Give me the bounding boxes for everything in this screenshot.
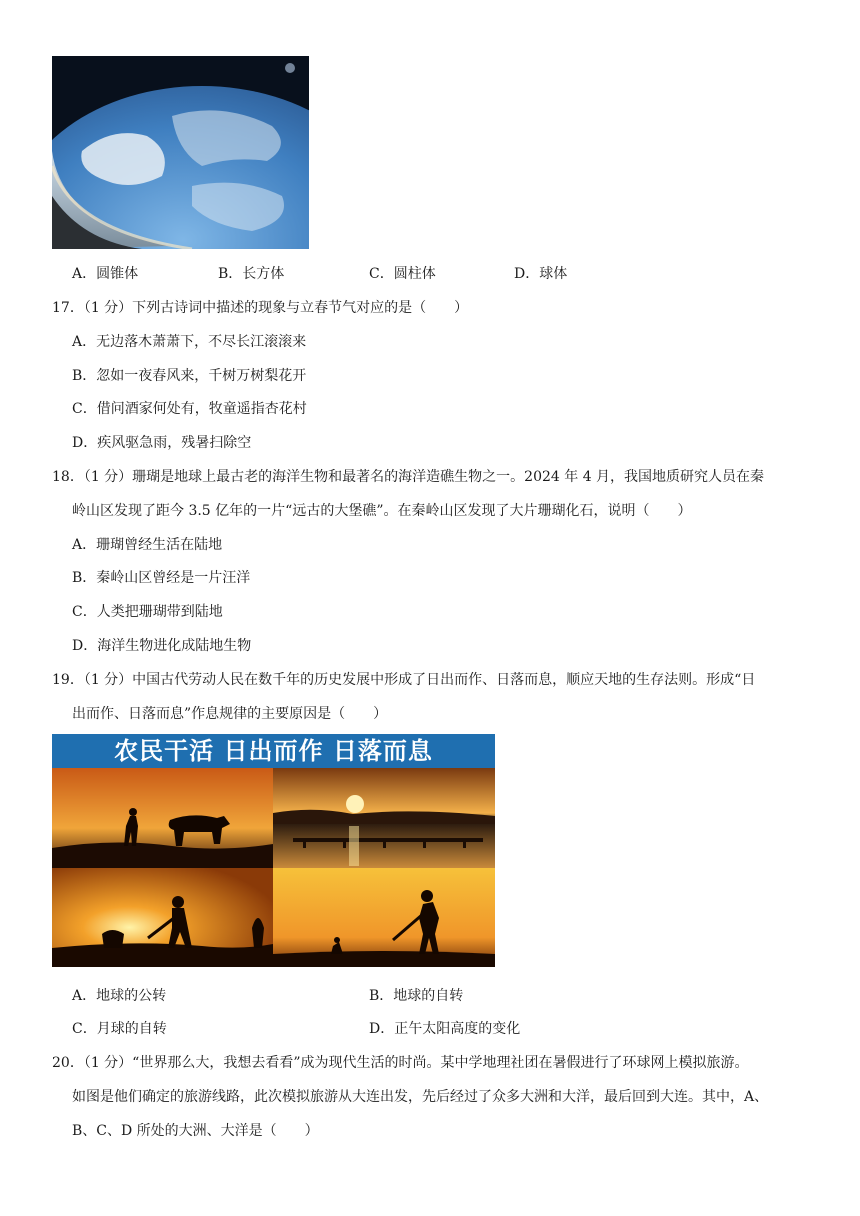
q16-option-d: D．球体 [514,266,568,282]
farmers-sunrise-sunset-image [52,734,495,967]
q17-stem: 17．（1 分）下列古诗词中描述的现象与立春节气对应的是（ ） [52,300,469,316]
farmer-hoe-panel [52,868,273,967]
q19-option-b: B．地球的自转 [369,988,464,1004]
q17-option-d: D．疾风驱急雨，残暑扫除空 [72,435,252,451]
farmer-field-panel [273,868,495,967]
q17-option-a: A．无边落木萧萧下，不尽长江滚滚来 [72,334,307,350]
q19-option-a: A．地球的公转 [72,988,167,1004]
q18-option-d: D．海洋生物进化成陆地生物 [72,638,252,654]
q17-option-c: C．借问酒家何处有，牧童遥指杏花村 [72,401,307,417]
q17-option-b: B．忽如一夜春风来，千树万树梨花开 [72,368,307,384]
q16-option-b: B．长方体 [218,266,285,282]
q19-option-d: D．正午太阳高度的变化 [369,1021,521,1037]
q16-option-a: A．圆锥体 [72,266,139,282]
q18-option-b: B．秦岭山区曾经是一片汪洋 [72,570,251,586]
lake-sunset-panel [273,768,495,868]
q18-option-c: C．人类把珊瑚带到陆地 [72,604,223,620]
q20-stem-line3: B、C、D 所处的大洲、大洋是（ ） [72,1123,319,1139]
farmer-ox-panel [52,768,273,868]
q16-option-c: C．圆柱体 [369,266,436,282]
q18-stem-line1: 18．（1 分）珊瑚是地球上最古老的海洋生物和最著名的海洋造礁生物之一。2024 年 4 月，我国地质研究人员在秦 [52,469,765,485]
q18-stem-line2: 岭山区发现了距今 3.5 亿年的一片“远古的大堡礁”。在秦岭山区发现了大片珊瑚化石，说明（ ） [72,503,692,519]
q19-stem-line1: 19．（1 分）中国古代劳动人民在数千年的历史发展中形成了日出而作、日落而息，顺应天地的生存法则。形成“日 [52,672,756,688]
q20-stem-line1: 20．（1 分）“世界那么大，我想去看看”成为现代生活的时尚。某中学地理社团在暑假进行了环球网上模拟旅游。 [52,1055,749,1071]
q20-stem-line2: 如图是他们确定的旅游线路，此次模拟旅游从大连出发，先后经过了众多大洲和大洋，最后回到大连。其中，A、 [72,1089,769,1105]
q18-option-a: A．珊瑚曾经生活在陆地 [72,537,223,553]
banner-title: 农民干活 日出而作 日落而息 [52,734,495,768]
q19-stem-line2: 出而作、日落而息”作息规律的主要原因是（ ） [72,706,388,722]
earth-from-space-photo [52,56,309,249]
q19-option-c: C．月球的自转 [72,1021,167,1037]
